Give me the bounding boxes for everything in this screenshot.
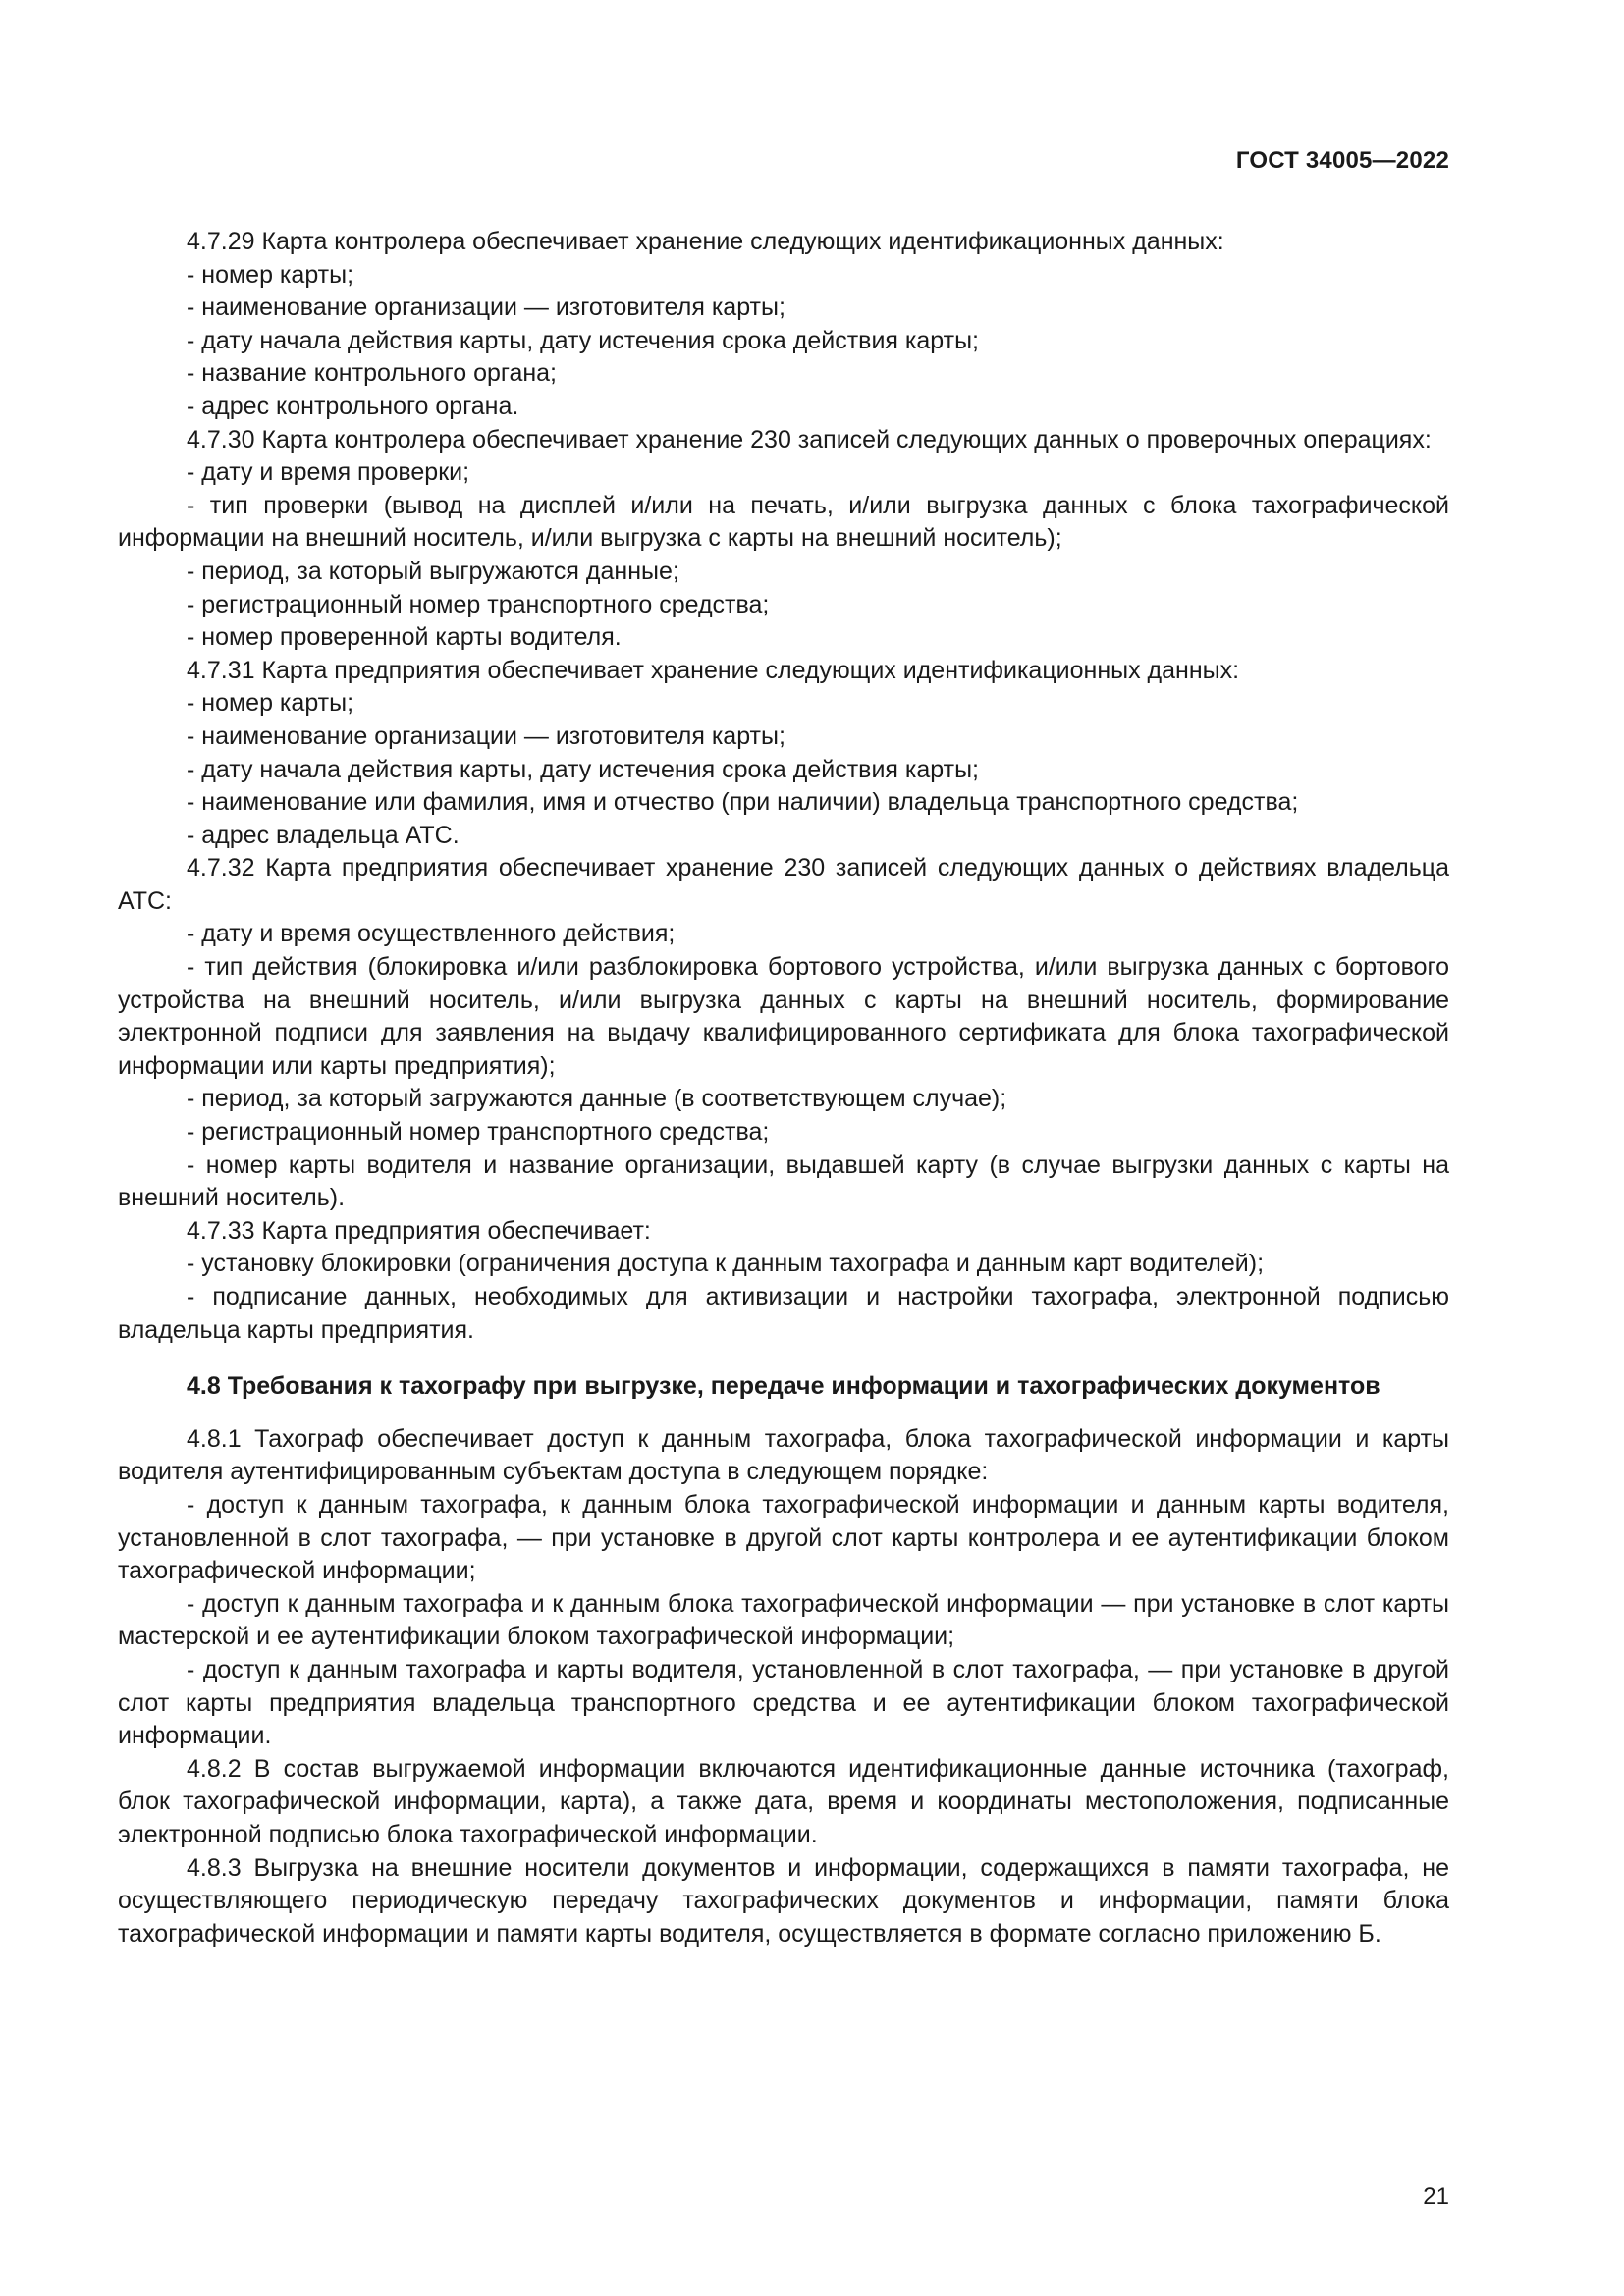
section-4-7-text (118, 226, 1449, 1347)
paragraph: - доступ к данным тахографа и к данным блока тахографической информации — при установке в слот карты мастерской и ее аутентификации блоком тахографической информации; (118, 1589, 1449, 1651)
paragraph: - тип проверки (вывод на дисплей и/или на печать, и/или выгрузка данных с блока тахографической информации на внешний носитель, и/или выгрузка с карты на внешний носитель); (118, 491, 1449, 553)
paragraph: - доступ к данным тахографа и карты водителя, установленной в слот тахографа, — при установке в другой слот карты предприятия владельца транспортного средства и ее аутентификации блоком тахографической информации. (118, 1655, 1449, 1750)
paragraph: - тип действия (блокировка и/или разблокировка бортового устройства, и/или выгрузка данных с бортового устройства на внешний носитель, и/или выгрузка данных с карты на внешний носитель, формирование электронной подписи для заявления на выдачу квалифицированного сертификата для блока тахографической информации или карты предприятия); (118, 953, 1449, 1080)
document-body (118, 226, 1449, 1950)
paragraph: 4.7.30 Карта контролера обеспечивает хранение 230 записей следующих данных о проверочных операциях: (187, 425, 1432, 454)
paragraph: - наименование организации — изготовителя карты; (187, 721, 785, 750)
paragraph: - номер карты водителя и название организации, выдавшей карту (в случае выгрузки данных с карты на внешний носитель). (118, 1150, 1449, 1212)
paragraph: - период, за который выгружаются данные; (187, 557, 679, 585)
paragraph: 4.7.32 Карта предприятия обеспечивает хранение 230 записей следующих данных о действиях владельца АТС: (118, 854, 1449, 915)
paragraph: - период, за который загружаются данные (в соответствующем случае); (187, 1085, 1007, 1113)
page-number: 21 (1423, 2183, 1449, 2210)
section-heading: 4.8 Требования к тахографу при выгрузке, передаче информации и тахографических документов (187, 1372, 1380, 1401)
paragraph: - доступ к данным тахографа, к данным блока тахографической информации и данным карты водителя, установленной в слот тахографа, — при установке в другой слот карты контролера и ее аутентификации блоком тахографической информации; (118, 1490, 1449, 1585)
paragraph: - адрес владельца АТС. (187, 821, 460, 849)
paragraph: - дату и время осуществленного действия; (187, 920, 676, 948)
paragraph: 4.7.29 Карта контролера обеспечивает хранение следующих идентификационных данных: (187, 228, 1224, 255)
paragraph: - номер карты; (187, 689, 354, 718)
paragraph: 4.8.1 Тахограф обеспечивает доступ к данным тахографа, блока тахографической информации и карты водителя аутентифицированным субъектам доступа в следующем порядке: (118, 1424, 1449, 1486)
paragraph: - наименование организации — изготовителя карты; (187, 294, 785, 322)
paragraph: - дату начала действия карты, дату истечения срока действия карты; (187, 755, 980, 783)
paragraph: - название контрольного органа; (187, 359, 558, 388)
paragraph: - установку блокировки (ограничения доступа к данным тахографа и данным карт водителей); (187, 1250, 1265, 1278)
paragraph: 4.7.31 Карта предприятия обеспечивает хранение следующих идентификационных данных: (187, 656, 1240, 684)
paragraph: - номер карты; (187, 260, 354, 289)
paragraph: - номер проверенной карты водителя. (187, 623, 622, 652)
paragraph: - регистрационный номер транспортного средства; (187, 590, 770, 618)
paragraph: - подписание данных, необходимых для активизации и настройки тахографа, электронной подписью владельца карты предприятия. (118, 1283, 1449, 1344)
paragraph: 4.7.33 Карта предприятия обеспечивает: (187, 1216, 651, 1245)
paragraph: - дату начала действия карты, дату истечения срока действия карты; (187, 326, 980, 354)
paragraph: 4.8.3 Выгрузка на внешние носители документов и информации, содержащихся в памяти тахографа, не осуществляющего периодическую передачу тахографических документов и информации, памяти блока тахографической информации и памяти карты водителя, осуществляется в формате согласно приложению Б. (118, 1853, 1449, 1948)
paragraph: - наименование или фамилия, имя и отчество (при наличии) владельца транспортного средства; (187, 788, 1299, 817)
standard-header: ГОСТ 34005—2022 (1235, 147, 1449, 174)
section-4-8-text (118, 1423, 1449, 1951)
paragraph: - регистрационный номер транспортного средства; (187, 1118, 770, 1147)
paragraph: - адрес контрольного органа. (187, 392, 519, 420)
paragraph: 4.8.2 В состав выгружаемой информации включаются идентификационные данные источника (тахограф, блок тахографической информации, карта), а также дата, время и координаты местоположения, подписанные электронной подписью блока тахографической информации. (118, 1754, 1449, 1848)
paragraph: - дату и время проверки; (187, 458, 470, 487)
